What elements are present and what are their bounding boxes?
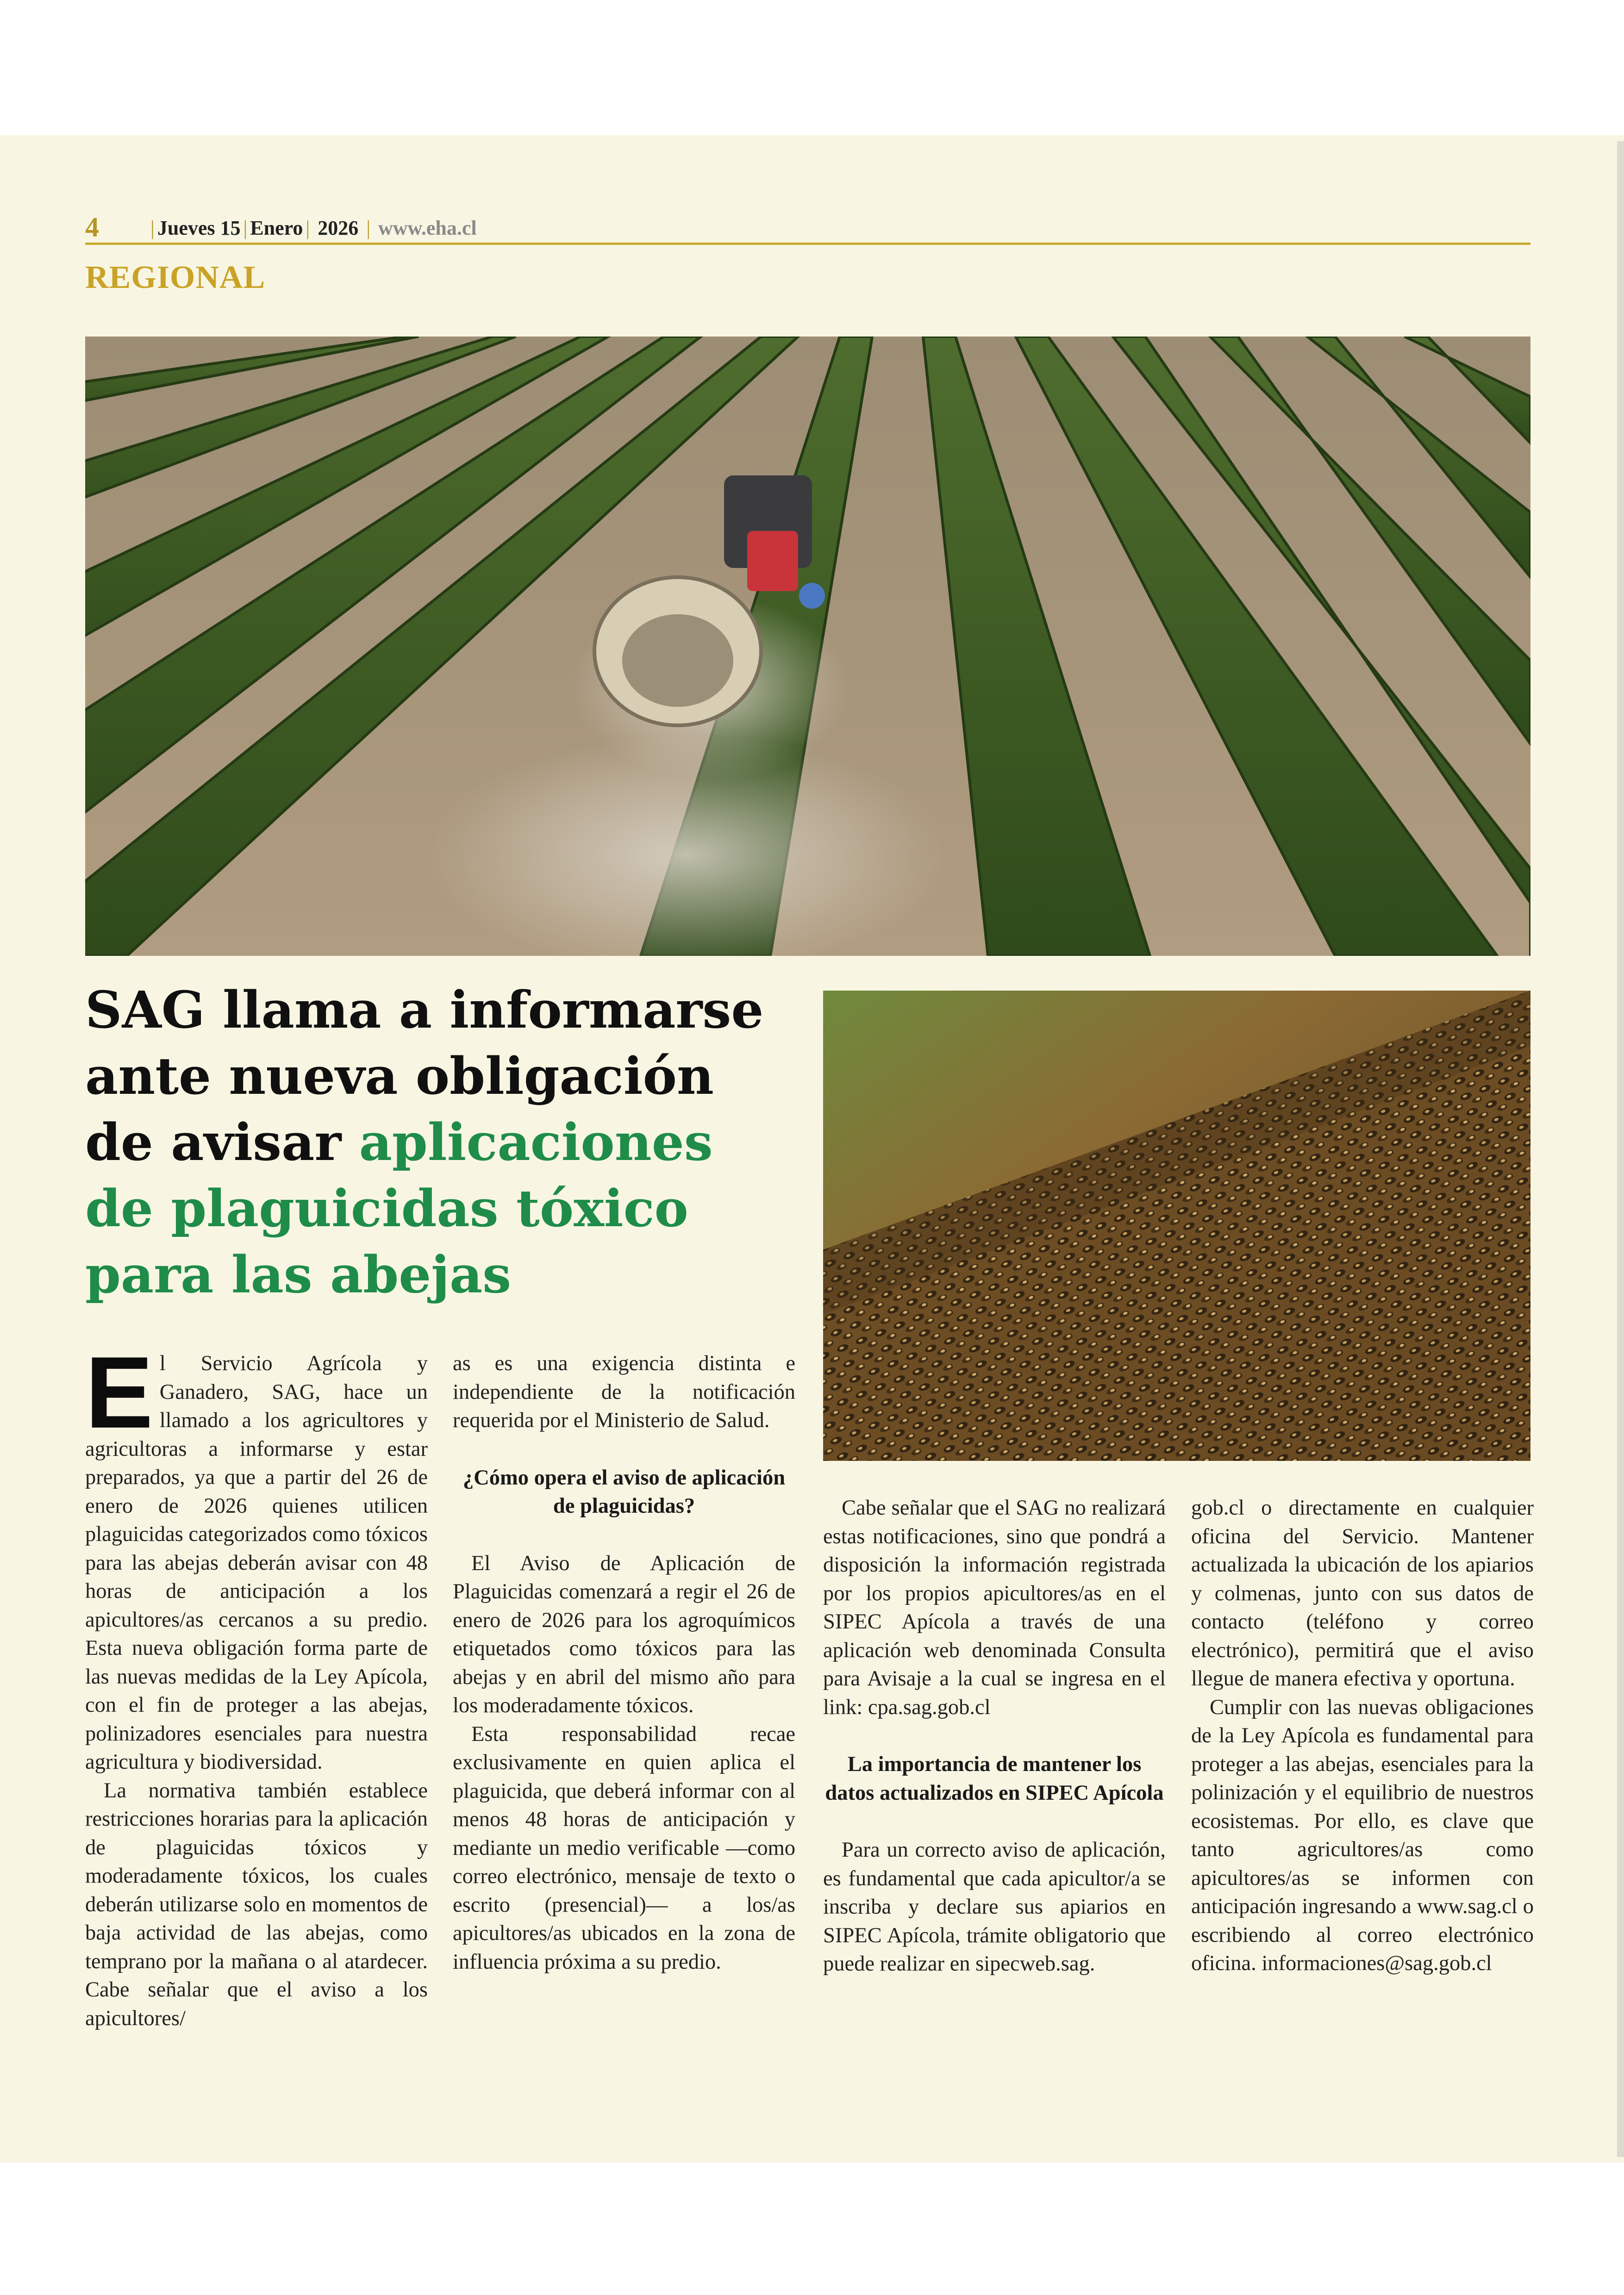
issue-year: 2026 [318, 217, 359, 239]
paragraph-responsabilidad: Esta responsabilidad recae exclusivamente en quien aplica el plaguicida, que deberá informar con al menos 48 horas de anticipación y mediante un medio verificable —como correo electrónico, mensaje de texto o escrito (presencial)— a los/as apicultores/as ubicados en la zona de influencia próxima a su predio. [453, 1722, 795, 1974]
article-column-4 [1191, 1494, 1534, 1978]
paragraph-normativa: La normativa también establece restricciones horarias para la aplicación de plaguicidas tóxicos y moderadamente tóxicos, los cuales deberán utilizarse solo en momentos de baja actividad de las abejas, como temprano por la mañana o al atardecer. Cabe señalar que el aviso a los apicultores/ [85, 1778, 428, 2030]
page-header [85, 211, 1530, 244]
bees-illustration [823, 991, 1530, 1461]
subheading-importancia: La importancia de mantener los datos actualizados en SIPEC Apícola [825, 1752, 1164, 1805]
vineyard-illustration [85, 337, 1530, 956]
bees-on-comb-photo [823, 991, 1530, 1461]
vineyard-tractor-photo [85, 337, 1530, 956]
issue-date-line: | Jueves 15 | Enero | 2026 | www.eha.cl [150, 217, 477, 239]
page-edge-shadow [1617, 141, 1624, 2157]
paragraph-oficina: gob.cl o directamente en cualquier oficina del Servicio. Mantener actualizada la ubicación de los apiarios y colmenas, junto con sus datos de contacto (teléfono y correo electrónico), permitirá que el aviso llegue de manera efectiva y oportuna. [1191, 1496, 1534, 1690]
header-rule [85, 243, 1530, 245]
paragraph-inscripcion: Para un correcto aviso de aplicación, es fundamental que cada apicultor/a se inscriba y declare sus apiarios en SIPEC Apícola, trámite obligatorio que puede realizar en sipecweb.sag. [823, 1838, 1166, 1976]
article-headline [85, 977, 789, 1308]
article-column-3 [823, 1494, 1166, 1978]
subheading-como-opera: ¿Cómo opera el aviso de aplicación de plaguicidas? [462, 1466, 786, 1518]
page-number: 4 [85, 212, 99, 243]
headline-black: SAG llama a informarse ante nueva obligación de avisar [85, 980, 764, 1172]
website-link[interactable]: www.eha.cl [378, 217, 477, 239]
paragraph-cumplir: Cumplir con las nuevas obligaciones de la Ley Apícola es fundamental para proteger a las abejas, esenciales para la polinización y el equilibrio de nuestros ecosistemas. Por ello, es clave que tanto agricultores/as como apicultores/as se informen con anticipación ingresando a www.sag.cl o escribiendo al correo electrónico oficina. informaciones@sag.gob.cl [1191, 1695, 1534, 1975]
issue-month: Enero [250, 217, 303, 239]
paragraph-intro-text: l Servicio Agrícola y Ganadero, SAG, hace un llamado a los agricultores y agricultoras a informarse y estar preparados, ya que a partir del 26 de enero de 2026 quienes utilicen plaguicidas categorizados como tóxicos para las abejas deberán avisar con 48 horas de anticipación a los apicultores/as cercanos a su predio. Esta nueva obligación forma parte de las nuevas medidas de la Ley Apícola, con el fin de proteger a las abejas, polinizadores esenciales para nuestra agricultura y biodiversidad. [85, 1352, 428, 1774]
paragraph-aviso: El Aviso de Aplicación de Plaguicidas comenzará a regir el 26 de enero de 2026 para los agroquímicos etiquetados como tóxicos para las abejas y en abril del mismo año para los moderadamente tóxicos. [453, 1551, 795, 1717]
article-column-2 [453, 1349, 795, 1976]
headline-green: aplicaciones de plaguicidas tóxico para las abejas [85, 1112, 713, 1304]
article-column-1 [85, 1335, 428, 2033]
section-label: REGIONAL [85, 260, 266, 295]
paragraph-intro [85, 1335, 428, 1777]
paragraph-sag-no-notifica: Cabe señalar que el SAG no realizará estas notificaciones, sino que pondrá a disposición la información registrada por los propios apicultores/as en el SIPEC Apícola a través de una aplicación web denominada Consulta para Avisaje a la cual se ingresa en el link: cpa.sag.gob.cl [823, 1496, 1166, 1719]
issue-day: Jueves 15 [157, 217, 241, 239]
drop-cap: E [85, 1335, 153, 1449]
paragraph-continuation: as es una exigencia distinta e independiente de la notificación requerida por el Ministerio de Salud. [453, 1352, 795, 1432]
